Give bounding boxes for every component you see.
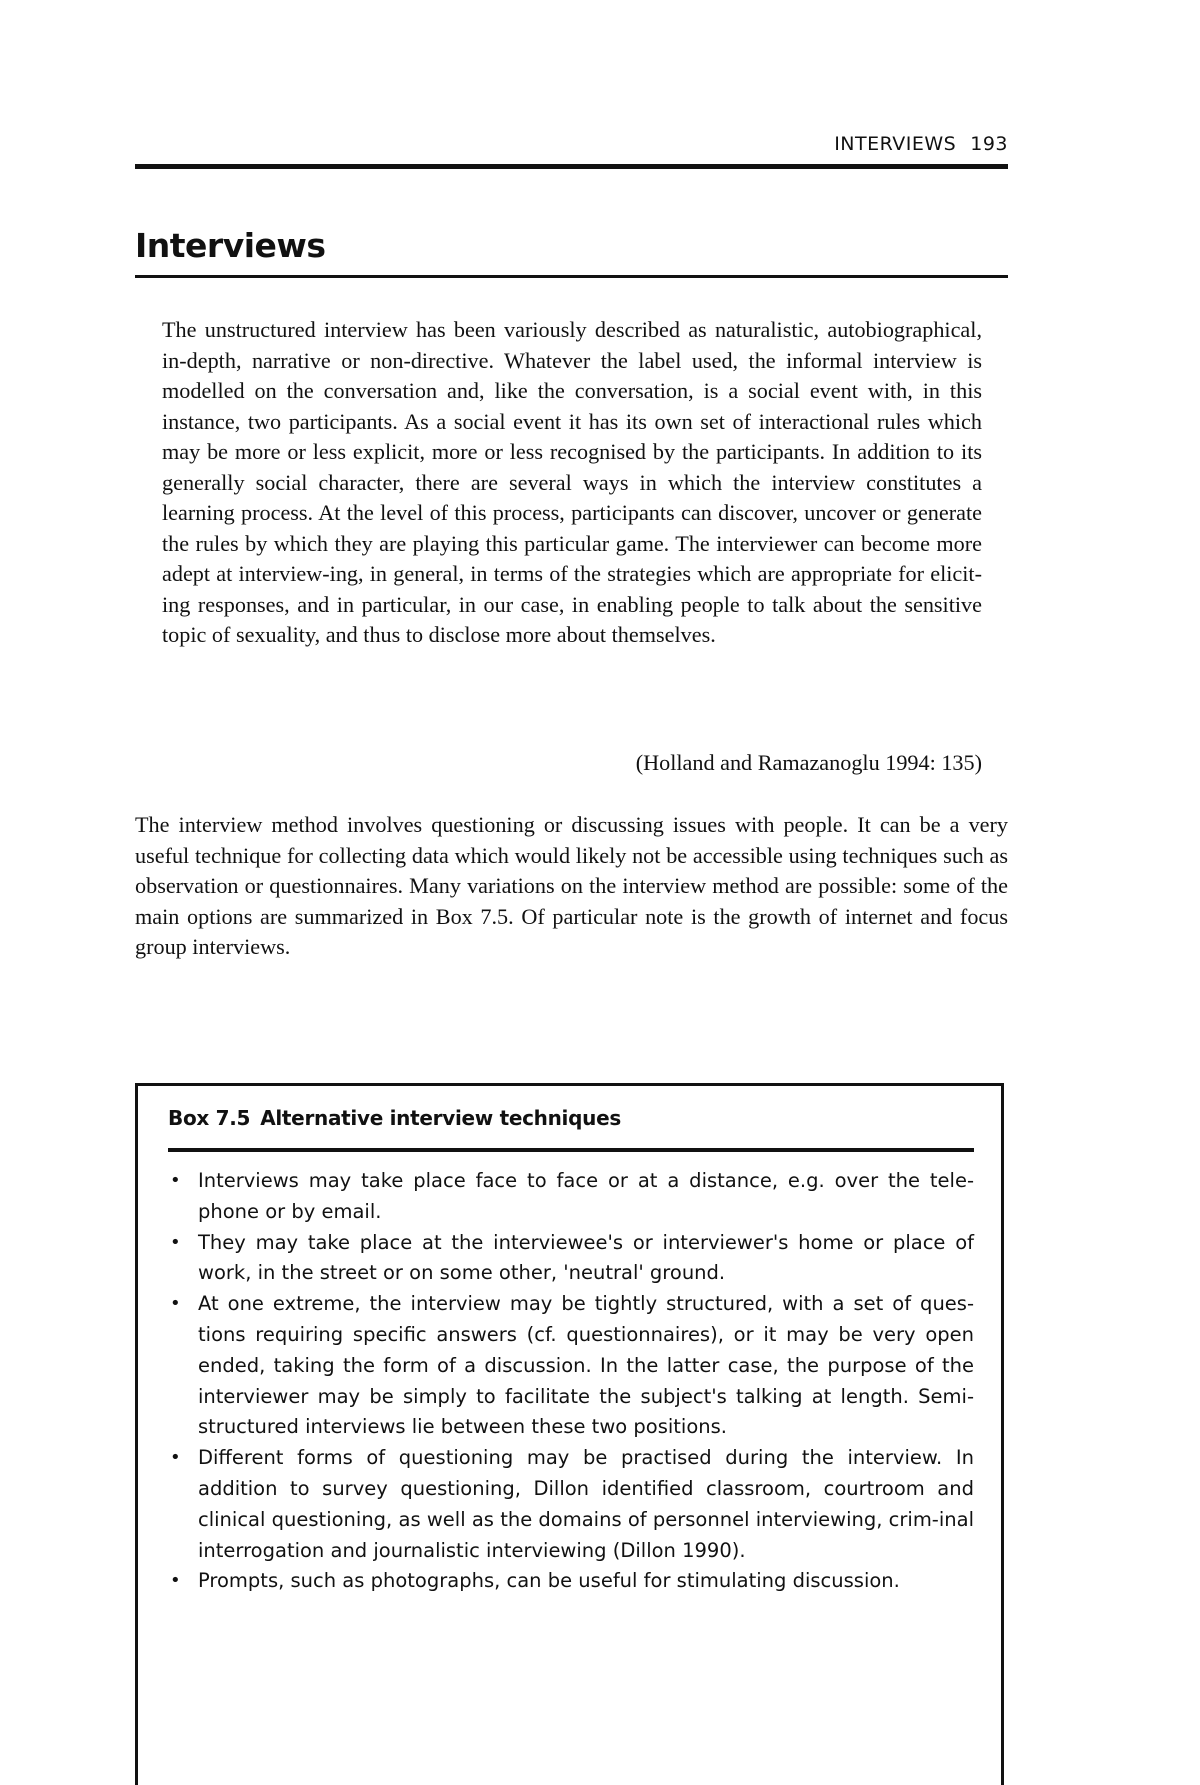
page-number: 193 bbox=[970, 133, 1008, 155]
box-title-rule bbox=[168, 1148, 974, 1152]
running-head-section: INTERVIEWS bbox=[834, 133, 957, 155]
box-title bbox=[168, 1106, 621, 1130]
body-paragraph: The interview method involves questioning or discussing issues with people. It can be a very useful technique for collecting data which would likely not be accessible using techniques such as observation or questionnaires. Many variations on the interview method are possible: some of the main options are summarized in Box 7.5. Of particular note is the growth of internet and focus group interviews. bbox=[135, 812, 1008, 959]
box-list-item-text: They may take place at the interviewee's or interviewer's home or place of work, in the street or on some other, 'neutral' ground. bbox=[198, 1230, 974, 1285]
running-head bbox=[135, 133, 1008, 155]
box-bullet-list bbox=[168, 1166, 974, 1597]
box-list-item bbox=[168, 1443, 974, 1566]
box-7-5 bbox=[135, 1083, 1004, 1785]
bullet-icon: • bbox=[170, 1570, 181, 1592]
bullet-icon: • bbox=[170, 1293, 181, 1315]
box-list-item-text: Different forms of questioning may be practised during the interview. In addition to survey questioning, Dillon identified classroom, courtroom and clinical questioning, as well as the domains of personnel interviewing, crim-inal interrogation and journalistic interviewing (Dillon 1990). bbox=[198, 1446, 974, 1562]
block-quote: The unstructured interview has been variously described as naturalistic, autobiographical, in-depth, narrative or non-directive. Whatever the label used, the informal interview is modelled on the conversation and, like the conversation, is a social event with, in this instance, two participants. As a social event it has its own set of interactional rules which may be more or less explicit, more or less recognised by the participants. In addition to its generally social character, there are several ways in which the interview constitutes a learning process. At the level of this process, participants can discover, uncover or generate the rules by which they are playing this particular game. The interviewer can become more adept at interview-ing, in general, in terms of the strategies which are appropriate for elicit-ing responses, and in particular, in our case, in enabling people to talk about the sensitive topic of sexuality, and thus to disclose more about themselves. bbox=[162, 317, 982, 647]
box-list-item bbox=[168, 1289, 974, 1443]
box-title-text: Alternative interview techniques bbox=[260, 1106, 621, 1130]
section-title: Interviews bbox=[135, 226, 326, 265]
box-list-item-text: At one extreme, the interview may be tightly structured, with a set of ques-tions requiring specific answers (cf. questionnaires), or it may be very open ended, taking the form of a discussion. In the latter case, the purpose of the interviewer may be simply to facilitate the subject's talking at length. Semi-structured interviews lie between these two positions. bbox=[198, 1292, 974, 1439]
bullet-icon: • bbox=[170, 1447, 181, 1469]
bullet-icon: • bbox=[170, 1231, 181, 1253]
box-number: Box 7.5 bbox=[168, 1106, 251, 1130]
box-list-item bbox=[168, 1166, 974, 1228]
bullet-icon: • bbox=[170, 1170, 181, 1191]
box-list-item bbox=[168, 1228, 974, 1290]
box-list-item-text: Prompts, such as photographs, can be useful for stimulating discussion. bbox=[198, 1569, 900, 1593]
header-rule bbox=[135, 164, 1008, 169]
quote-citation: (Holland and Ramazanoglu 1994: 135) bbox=[635, 750, 982, 775]
section-title-rule bbox=[135, 275, 1008, 278]
box-list-item bbox=[168, 1566, 974, 1597]
box-list-item-text: Interviews may take place face to face or at a distance, e.g. over the tele-phone or by email. bbox=[198, 1169, 974, 1223]
